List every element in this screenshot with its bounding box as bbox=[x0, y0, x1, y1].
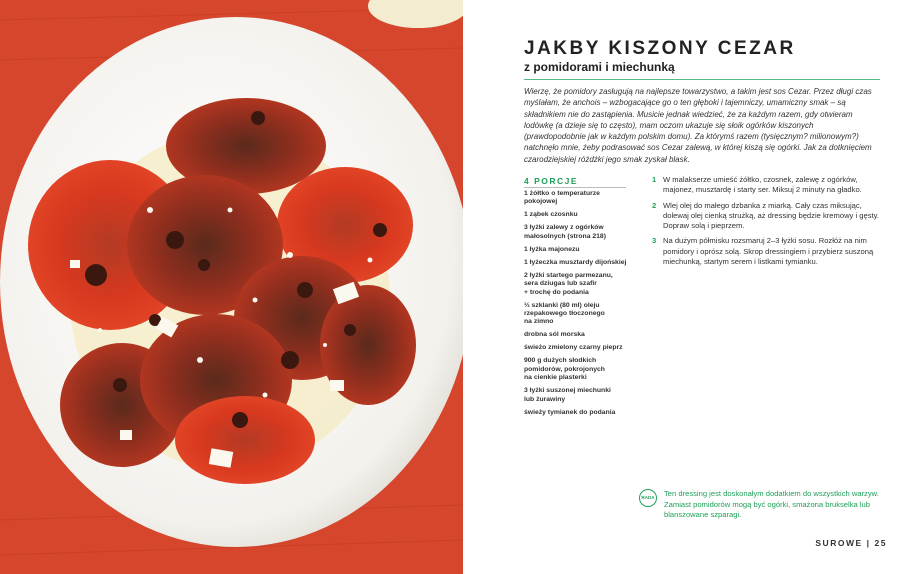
recipe-subtitle: z pomidorami i miechunką bbox=[524, 60, 675, 74]
step-item bbox=[652, 201, 880, 232]
tip-text: Ten dressing jest doskonałym dodatkiem do wszystkich warzyw. Zamiast pomidorów mogą być ogórki, smażona brukselka lub blanszowane szparagi. bbox=[664, 489, 879, 519]
title-divider bbox=[524, 79, 880, 80]
tip-badge-icon: RADA bbox=[639, 489, 657, 507]
ingredient-item: świeży tymianek do podania bbox=[524, 408, 616, 416]
ingredient-item: świeżo zmielony czarny pieprz bbox=[524, 344, 623, 352]
ingredient-item: 3 łyżki zalewy z ogórków małosolnych (strona 218) bbox=[524, 224, 606, 240]
step-item bbox=[652, 236, 880, 267]
ingredients-list bbox=[524, 190, 632, 422]
page-number: 25 bbox=[874, 538, 887, 548]
step-text: W malakserze umieść żółtko, czosnek, zalewę z ogórków, majonez, musztardę i starty ser. Miksuj 2 minuty na gładko. bbox=[663, 175, 862, 195]
page-footer bbox=[815, 538, 887, 548]
recipe-page bbox=[463, 0, 905, 574]
ingredient-item: 2 łyżki startego parmezanu, sera dziugas lub szafir + trochę do podania bbox=[524, 271, 613, 296]
step-text: Na dużym półmisku rozsmaruj 2–3 łyżki sosu. Rozłóż na nim pomidory i oprósz solą. Skrop dressingiem i przybierz suszoną miechunką, startym serem i listkami tymianku. bbox=[663, 236, 874, 267]
ingredient-item: 1 ząbek czosnku bbox=[524, 211, 578, 219]
ingredient-item: ⅓ szklanki (80 ml) oleju rzepakowego tłoczonego na zimno bbox=[524, 301, 605, 326]
ingredient-item: 3 łyżki suszonej miechunki lub żurawiny bbox=[524, 387, 611, 403]
ingredient-item: 1 łyżeczka musztardy dijońskiej bbox=[524, 258, 627, 266]
ingredients-divider bbox=[524, 187, 626, 188]
ingredient-item: 1 łyżka majonezu bbox=[524, 245, 580, 253]
steps-list bbox=[652, 175, 880, 272]
step-item bbox=[652, 175, 880, 196]
ingredient-item: 1 żółtko o temperaturze pokojowej bbox=[524, 190, 600, 206]
section-name: SUROWE bbox=[815, 538, 863, 548]
step-number: 3 bbox=[652, 236, 657, 246]
step-number: 2 bbox=[652, 200, 657, 210]
ingredient-item: 900 g dużych słodkich pomidorów, pokrojonych na cienkie plasterki bbox=[524, 357, 605, 382]
footer-separator: | bbox=[866, 538, 871, 548]
step-number: 1 bbox=[652, 175, 657, 184]
ingredient-item: drobna sól morska bbox=[524, 331, 585, 339]
recipe-intro: Wierzę, że pomidory zasługują na najlepsze towarzystwo, a takim jest sos Cezar. Przez długi czas myślałam, że anchois – wzbogacające go o ten głęboki i tajemniczy, umamiczny smak – są składnikiem nie do zastąpienia. Musicie jednak wiedzieć, że za każdym razem, gdy otwieram lodówkę (a dzieje się to często), mam oczom ukazuje się słoik ogórków kiszonych (prawdopodobnie jak w każdym polskim domu). Za którymś razem (tysięcznym? milionowym?) natchnęło mnie, żeby podrasować sos Cezar zalewą, w której kiszą się ogórki. Jak za dotknięciem czarodziejskiej różdżki jego smak zyskał blask. bbox=[524, 87, 872, 164]
servings-label: 4 PORCJE bbox=[524, 176, 579, 186]
recipe-title: JAKBY KISZONY CEZAR bbox=[524, 38, 796, 59]
step-text: Wlej olej do małego dzbanka z miarką. Cały czas miksując, dolewaj olej cienką strużką, aż dressing będzie kremowy i gęsty. Dopraw solą i pieprzem. bbox=[663, 200, 879, 231]
